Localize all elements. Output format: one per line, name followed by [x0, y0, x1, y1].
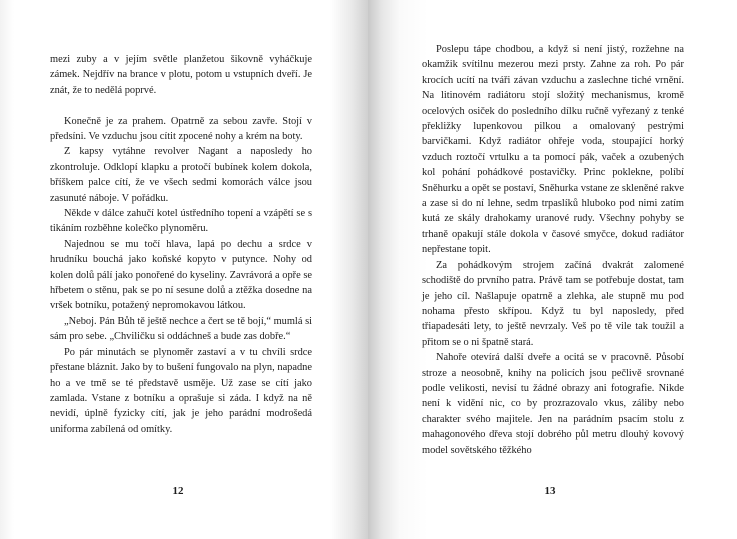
paragraph: mezi zuby a v jejím světle planžetou šikovně vyháčkuje zámek. Nejdřív na brance v plotu, potom u vstupních dveří. Je znát, že to nedělá poprvé. — [50, 54, 312, 96]
paragraph: „Neboj. Pán Bůh tě ještě nechce a čert se tě bojí,“ mumlá si sám pro sebe. „Chviličku si oddáchneš a bude zas dobře.“ — [50, 315, 312, 343]
paragraph: Za pohádkovým strojem začíná dvakrát zalomené schodiště do prvního patra. Právě tam se potřebuje dostat, tam je jeho cíl. Našlapuje opatrně a zlehka, ale stupně mu pod nohama přesto skřípou. Když tu byl naposledy, před třiapadesáti lety, to ještě nevrzaly. Veš po tě vile tak toužil a přitom se o ni špatně stará. — [422, 259, 684, 348]
paragraph: Poslepu tápe chodbou, a když si není jistý, rozžehne na okamžik svítilnu mezerou mezi prsty. Zahne za roh. Po pár krocích ucítí na tváři závan vzduchu a zaslechne tiché vrnění. Na litinovém radiátoru stojí složitý mechanismus, kromě ocelových osiček do posledního dílku ručně vyřezaný z tenké překližky lupenkovou pilkou a omalovaný pestrými barvičkami. Když radiátor ohřeje voda, stoupající horký vzduch roztočí vrtulku a ta pomocí pák, vaček a ozubených kol pohání pohádkové postavičky. Princ poklekne, políbí Sněhurku a opět se postaví, Sněhurka vstane ze skleněné rakve a zase si do ní lehne, sedm trpaslíků hluboko pod nimi zatím kutá ze skály drahokamy uranové rudy. Všechny pohyby se trhaně opakují stále dokola v časové smyčce, dokud radiátor nepřestane topit. — [422, 44, 684, 256]
paragraph: Nahoře otevírá další dveře a ocitá se v pracovně. Působí stroze a neosobně, knihy na policích jsou pečlivě srovnané podle velikosti, nevisí tu žádné obrazy ani fotografie. Nikde není k vidění nic, co by prozrazovalo vkus, záliby nebo charakter svého majitele. Jen na parádním psacím stolu z mahagonového dřeva stojí dobrého půl metru dlouhý kovový model sovětského těžkého — [422, 352, 684, 456]
paragraph: Z kapsy vytáhne revolver Nagant a naposledy ho zkontroluje. Odklopí klapku a protočí bubínek kolem dokola, bříškem palce cítí, že ve všech sedmi komorách válce jsou zasunuté náboje. V pořádku. — [50, 146, 312, 204]
paragraph: Po pár minutách se plynoměr zastaví a v tu chvíli srdce přestane bláznit. Jako by to bušení fungovalo na plyn, napadne ho a ve tmě se té představě usměje. Už zase se cítí jako zamlada. Vstane z botníku a oprašuje si záda. I když na ně nevidí, úplně fyzicky cítí, jak je jeho parádní modrošedá uniforma zabílená od omítky. — [50, 346, 312, 435]
page-number: 12 — [172, 485, 184, 497]
paragraph: Najednou se mu točí hlava, lapá po dechu a srdce v hrudníku bouchá jako koňské kopyto v putynce. Nohy od kolen dolů pálí jako ponořené do kyseliny. Zavrávorá a opře se hřbetem o stěnu, pak se po ní sesune dolů a ztěžka dosedne na vršek botníku, potažený nepromokavou látkou. — [50, 238, 312, 312]
right-page-text — [422, 42, 684, 458]
paragraph: Někde v dálce zahučí kotel ústředního topení a vzápětí se s tikáním rozběhne kolečko plynoměru. — [50, 208, 312, 235]
page-number: 13 — [544, 485, 556, 497]
left-page — [0, 0, 368, 539]
paragraph: Konečně je za prahem. Opatrně za sebou zavře. Stojí v předsíni. Ve vzduchu jsou cítit zpocené nohy a krém na boty. — [50, 115, 312, 143]
left-page-text — [50, 52, 312, 437]
right-page — [368, 0, 737, 539]
